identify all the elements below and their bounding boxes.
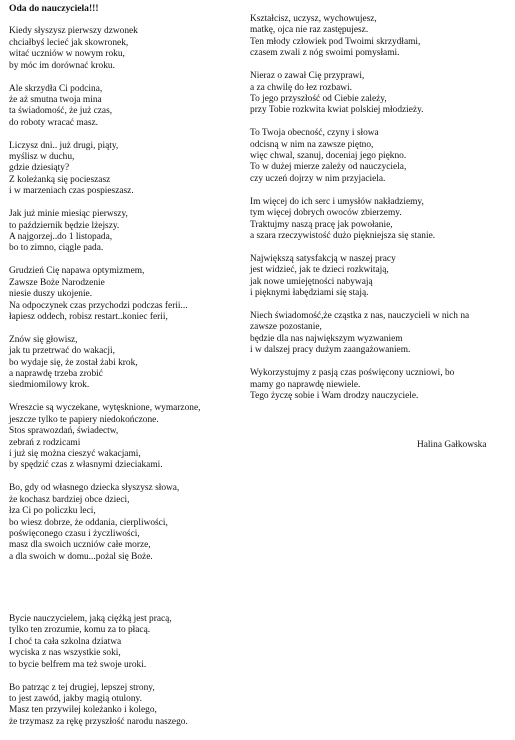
poem-line: że trzymasz za rękę przyszłość narodu naszego. xyxy=(9,716,188,727)
poem-line: Jak już minie miesiąc pierwszy, xyxy=(9,209,128,220)
stanza xyxy=(9,26,244,72)
poem-line: a szara rzeczywistość dużo piękniejsza się stanie. xyxy=(250,231,436,241)
poem-line: To Twoja obecność, czyny i słowa xyxy=(250,128,379,139)
poem-line: przy Tobie rozkwita kwiat polskiej młodzieży. xyxy=(250,105,424,116)
poem-line: Tego życzę sobie i Wam drodzy nauczyciele. xyxy=(250,390,419,401)
poem-line: będzie dla nas największym wyzwaniem xyxy=(250,333,403,344)
left-bottom-stanzas xyxy=(9,614,244,728)
poem-line: Masz ten przywilej koleżanko i kolego, xyxy=(9,705,157,716)
poem-line: A najgorzej..do 1 listopada, xyxy=(9,232,113,242)
stanza xyxy=(9,614,244,671)
poem-line: gdzie dziesiąty? xyxy=(9,163,70,174)
poem-line: i już się można cieszyć wakacjami, xyxy=(9,449,141,459)
poem-line: bo wiesz dobrze, że oddania, cierpliwości, xyxy=(9,517,168,528)
poem-line: matkę, ojca nie raz zastępujesz. xyxy=(250,25,369,36)
poem-line: Ale skrzydła Ci podcina, xyxy=(9,83,103,94)
poem-line: Stos sprawozdań, świadectw, xyxy=(9,426,119,437)
poem-line: masz dla swoich uczniów całe morze, xyxy=(9,540,151,551)
poem-line: i w dalszej pracy dużym zaangażowaniem. xyxy=(250,345,411,356)
poem-line: czy uczeń dojrzy w nim przyjaciela. xyxy=(250,173,386,184)
poem-line: ta świadomość, że już czas, xyxy=(9,106,113,117)
poem-line: zawsze pozostanie, xyxy=(250,322,322,333)
stanza xyxy=(9,84,244,130)
stanza xyxy=(9,266,244,323)
poem-line: a naprawdę trzeba zrobić xyxy=(9,369,103,380)
poem-line: witać uczniów w nowym roku, xyxy=(9,49,125,60)
poem-line: mamy go naprawdę niewiele. xyxy=(250,379,361,390)
poem-line: Bo patrząc z tej drugiej, lepszej strony, xyxy=(9,682,155,693)
poem-line: że kochasz bardziej obce dzieci, xyxy=(9,494,130,505)
poem-line: a dla swoich w domu...pożal się Boże. xyxy=(9,551,153,562)
poem-line: bo wydaje się, że został żabi krok, xyxy=(9,357,138,368)
poem-line: poświęconego czasu i życzliwości, xyxy=(9,528,140,539)
poem-line: więc chwal, szanuj, doceniaj jego piękno. xyxy=(250,151,407,162)
poem-line: Im więcej do ich serc i umysłów nakładziemy, xyxy=(250,196,424,207)
stanza xyxy=(9,209,244,255)
stanza xyxy=(250,71,512,117)
stanza xyxy=(250,311,512,357)
poem-line: wyciska z nas wszystkie soki, xyxy=(9,648,121,659)
poem-line: łza Ci po policzku leci, xyxy=(9,506,96,517)
poem-line: by móc im dorównać kroku. xyxy=(9,60,115,71)
poem-line: Znów się głowisz, xyxy=(9,334,78,345)
poem-line: chciałbyś lecieć jak skowronek, xyxy=(9,37,129,48)
poem-line: Bo, gdy od własnego dziecka słyszysz słowa, xyxy=(9,483,180,494)
poem-line: Kształcisz, uczysz, wychowujesz, xyxy=(250,14,377,24)
poem-line: Wreszcie są wyczekane, wytęsknione, wymarzone, xyxy=(9,403,201,414)
author-signature: Halina Gałkowska xyxy=(417,440,487,450)
poem-line: Z koleżanką się pocieszasz xyxy=(9,174,111,185)
poem-line: do roboty wracać masz. xyxy=(9,117,99,128)
poem-line: jeszcze tylko te papiery niedokończone. xyxy=(9,414,159,425)
poem-line: łapiesz oddech, robisz restart..koniec ferii, xyxy=(9,311,168,322)
stanza xyxy=(9,683,244,729)
stanza xyxy=(250,368,512,402)
stanza xyxy=(250,128,512,185)
right-column xyxy=(250,14,512,414)
stanza xyxy=(250,254,512,300)
poem-line: Kiedy słyszysz pierwszy dzwonek xyxy=(9,26,138,37)
left-bottom-column xyxy=(9,614,244,740)
poem-line: bo to zimno, ciągle pada. xyxy=(9,243,104,254)
stanza xyxy=(250,197,512,243)
poem-line: by spędzić czas z własnymi dzieciakami. xyxy=(9,460,163,471)
poem-line: tym więcej dobrych owoców zbierzemy. xyxy=(250,208,402,219)
poem-line: Nieraz o zawał Cię przyprawi, xyxy=(250,71,365,82)
poem-line: to jest zawód, jakby magią otulony. xyxy=(9,693,142,704)
poem-line: czasem zwali z nóg swoimi pomysłami. xyxy=(250,48,400,59)
poem-line: jest widzieć, jak te dzieci rozkwitają, xyxy=(250,265,389,276)
left-column xyxy=(9,3,244,575)
stanza xyxy=(9,403,244,471)
stanza xyxy=(250,14,512,60)
stanza xyxy=(9,141,244,198)
poem-line: To w dużej mierze zależy od nauczyciela, xyxy=(250,162,407,173)
poem-line: Na odpoczynek czas przychodzi podczas ferii... xyxy=(9,300,188,311)
poem-line: tylko ten zrozumie, komu za to płacą. xyxy=(9,625,151,636)
poem-line: to bycie belfrem ma też swoje uroki. xyxy=(9,659,147,670)
poem-line: To jego przyszłość od Ciebie zależy, xyxy=(250,93,387,104)
poem-line: to październik będzie lżejszy. xyxy=(9,220,120,231)
poem-line: Traktujmy naszą pracę jak powołanie, xyxy=(250,219,393,230)
poem-line: Wykorzystujmy z pasją czas poświęcony uczniowi, bo xyxy=(250,368,455,379)
poem-line: Największą satysfakcją w naszej pracy xyxy=(250,253,396,264)
poem-line: myślisz w duchu, xyxy=(9,152,75,163)
poem-line: i pięknymi łabędziami się stają. xyxy=(250,288,369,299)
poem-line: i w marzeniach czas pospieszasz. xyxy=(9,186,134,197)
poem-line: a za chwilę do łez rozbawi. xyxy=(250,82,353,93)
poem-line: Ten młody człowiek pod Twoimi skrzydłami, xyxy=(250,36,421,47)
stanza xyxy=(9,483,244,563)
poem-line: zebrań z rodzicami xyxy=(9,437,81,448)
stanza xyxy=(9,335,244,392)
poem-line: że aż smutna twoja mina xyxy=(9,94,102,105)
left-stanzas xyxy=(9,26,244,563)
poem-line: Zawsze Boże Narodzenie xyxy=(9,277,105,288)
right-stanzas xyxy=(250,14,512,402)
poem-line: Grudzień Cię napawa optymizmem, xyxy=(9,266,145,277)
poem-line: niesie duszy ukojenie. xyxy=(9,289,93,300)
poem-line: jak nowe umiejętności nabywają xyxy=(250,276,373,287)
poem-line: Niech świadomość,że cząstka z nas, nauczycieli w nich na xyxy=(250,311,470,322)
poem-line: odcisną w nim na zawsze piętno, xyxy=(250,139,374,150)
poem-line: siedmiomilowy krok. xyxy=(9,380,90,391)
poem-line: jak tu przetrwać do wakacji, xyxy=(9,346,115,357)
poem-line: Liczysz dni.. już drugi, piąty, xyxy=(9,140,119,151)
poem-title: Oda do nauczyciela!!! xyxy=(9,3,99,14)
poem-line: I choć ta cała szkolna dziatwa xyxy=(9,636,122,647)
poem-line: Bycie nauczycielem, jaką ciężką jest pracą, xyxy=(9,614,172,624)
